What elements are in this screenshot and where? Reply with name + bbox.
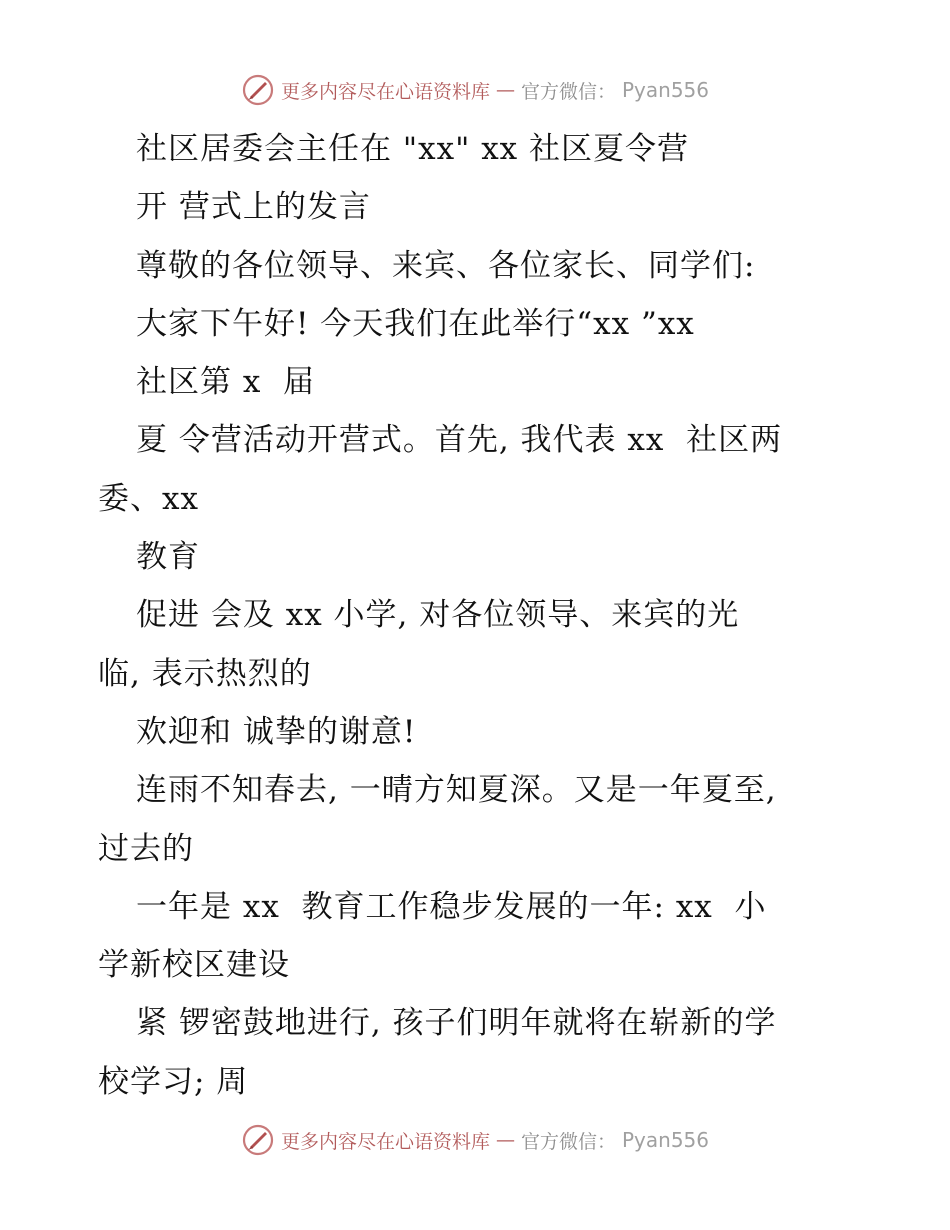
quill-logo-icon [241,1123,275,1157]
doc-line: 一年是 xx 教育工作稳步发展的一年: xx 小 [136,888,767,925]
document-body [98,120,858,1111]
doc-line: 夏 令营活动开营式。首先, 我代表 xx 社区两 [136,422,783,459]
doc-line: 校学习; 周 [98,1063,249,1100]
quill-logo-icon [241,73,275,107]
watermark-wechat-label: 官方微信： [520,80,616,103]
doc-line: 连雨不知春去, 一晴方知夏深。又是一年夏至, [136,772,777,809]
doc-salutation: 尊敬的各位领导、来宾、各位家长、同学们: [136,247,756,284]
doc-line: 欢迎和 诚挚的谢意! [136,713,417,750]
doc-line: 紧 锣密鼓地进行, 孩子们明年就将在崭新的学 [136,1005,777,1042]
doc-title-line-2: 开 营式上的发言 [136,189,371,226]
doc-line: 过去的 [98,830,194,867]
watermark-wechat-id: Pyan556 [622,1128,710,1152]
doc-line: 社区第 x 届 [136,364,316,401]
watermark-text: 更多内容尽在心语资料库 [280,80,490,103]
doc-line: 学新校区建设 [98,947,290,984]
watermark-text: 更多内容尽在心语资料库 [280,1130,490,1153]
doc-line: 委、xx [98,480,199,517]
watermark-dash: — [495,79,515,101]
watermark-dash: — [495,1129,515,1151]
doc-line: 大家下午好! 今天我们在此举行“xx ”xx [136,305,695,342]
doc-title-line-1: 社区居委会主任在 "xx" xx 社区夏令营 [136,131,690,167]
footer-watermark [0,1120,950,1160]
doc-line: 临, 表示热烈的 [98,655,312,692]
watermark-wechat-id: Pyan556 [622,78,710,102]
doc-line: 促进 会及 xx 小学, 对各位领导、来宾的光 [136,597,740,634]
watermark-wechat-label: 官方微信： [520,1130,616,1153]
header-watermark [0,70,950,110]
doc-line: 教育 [136,539,200,576]
